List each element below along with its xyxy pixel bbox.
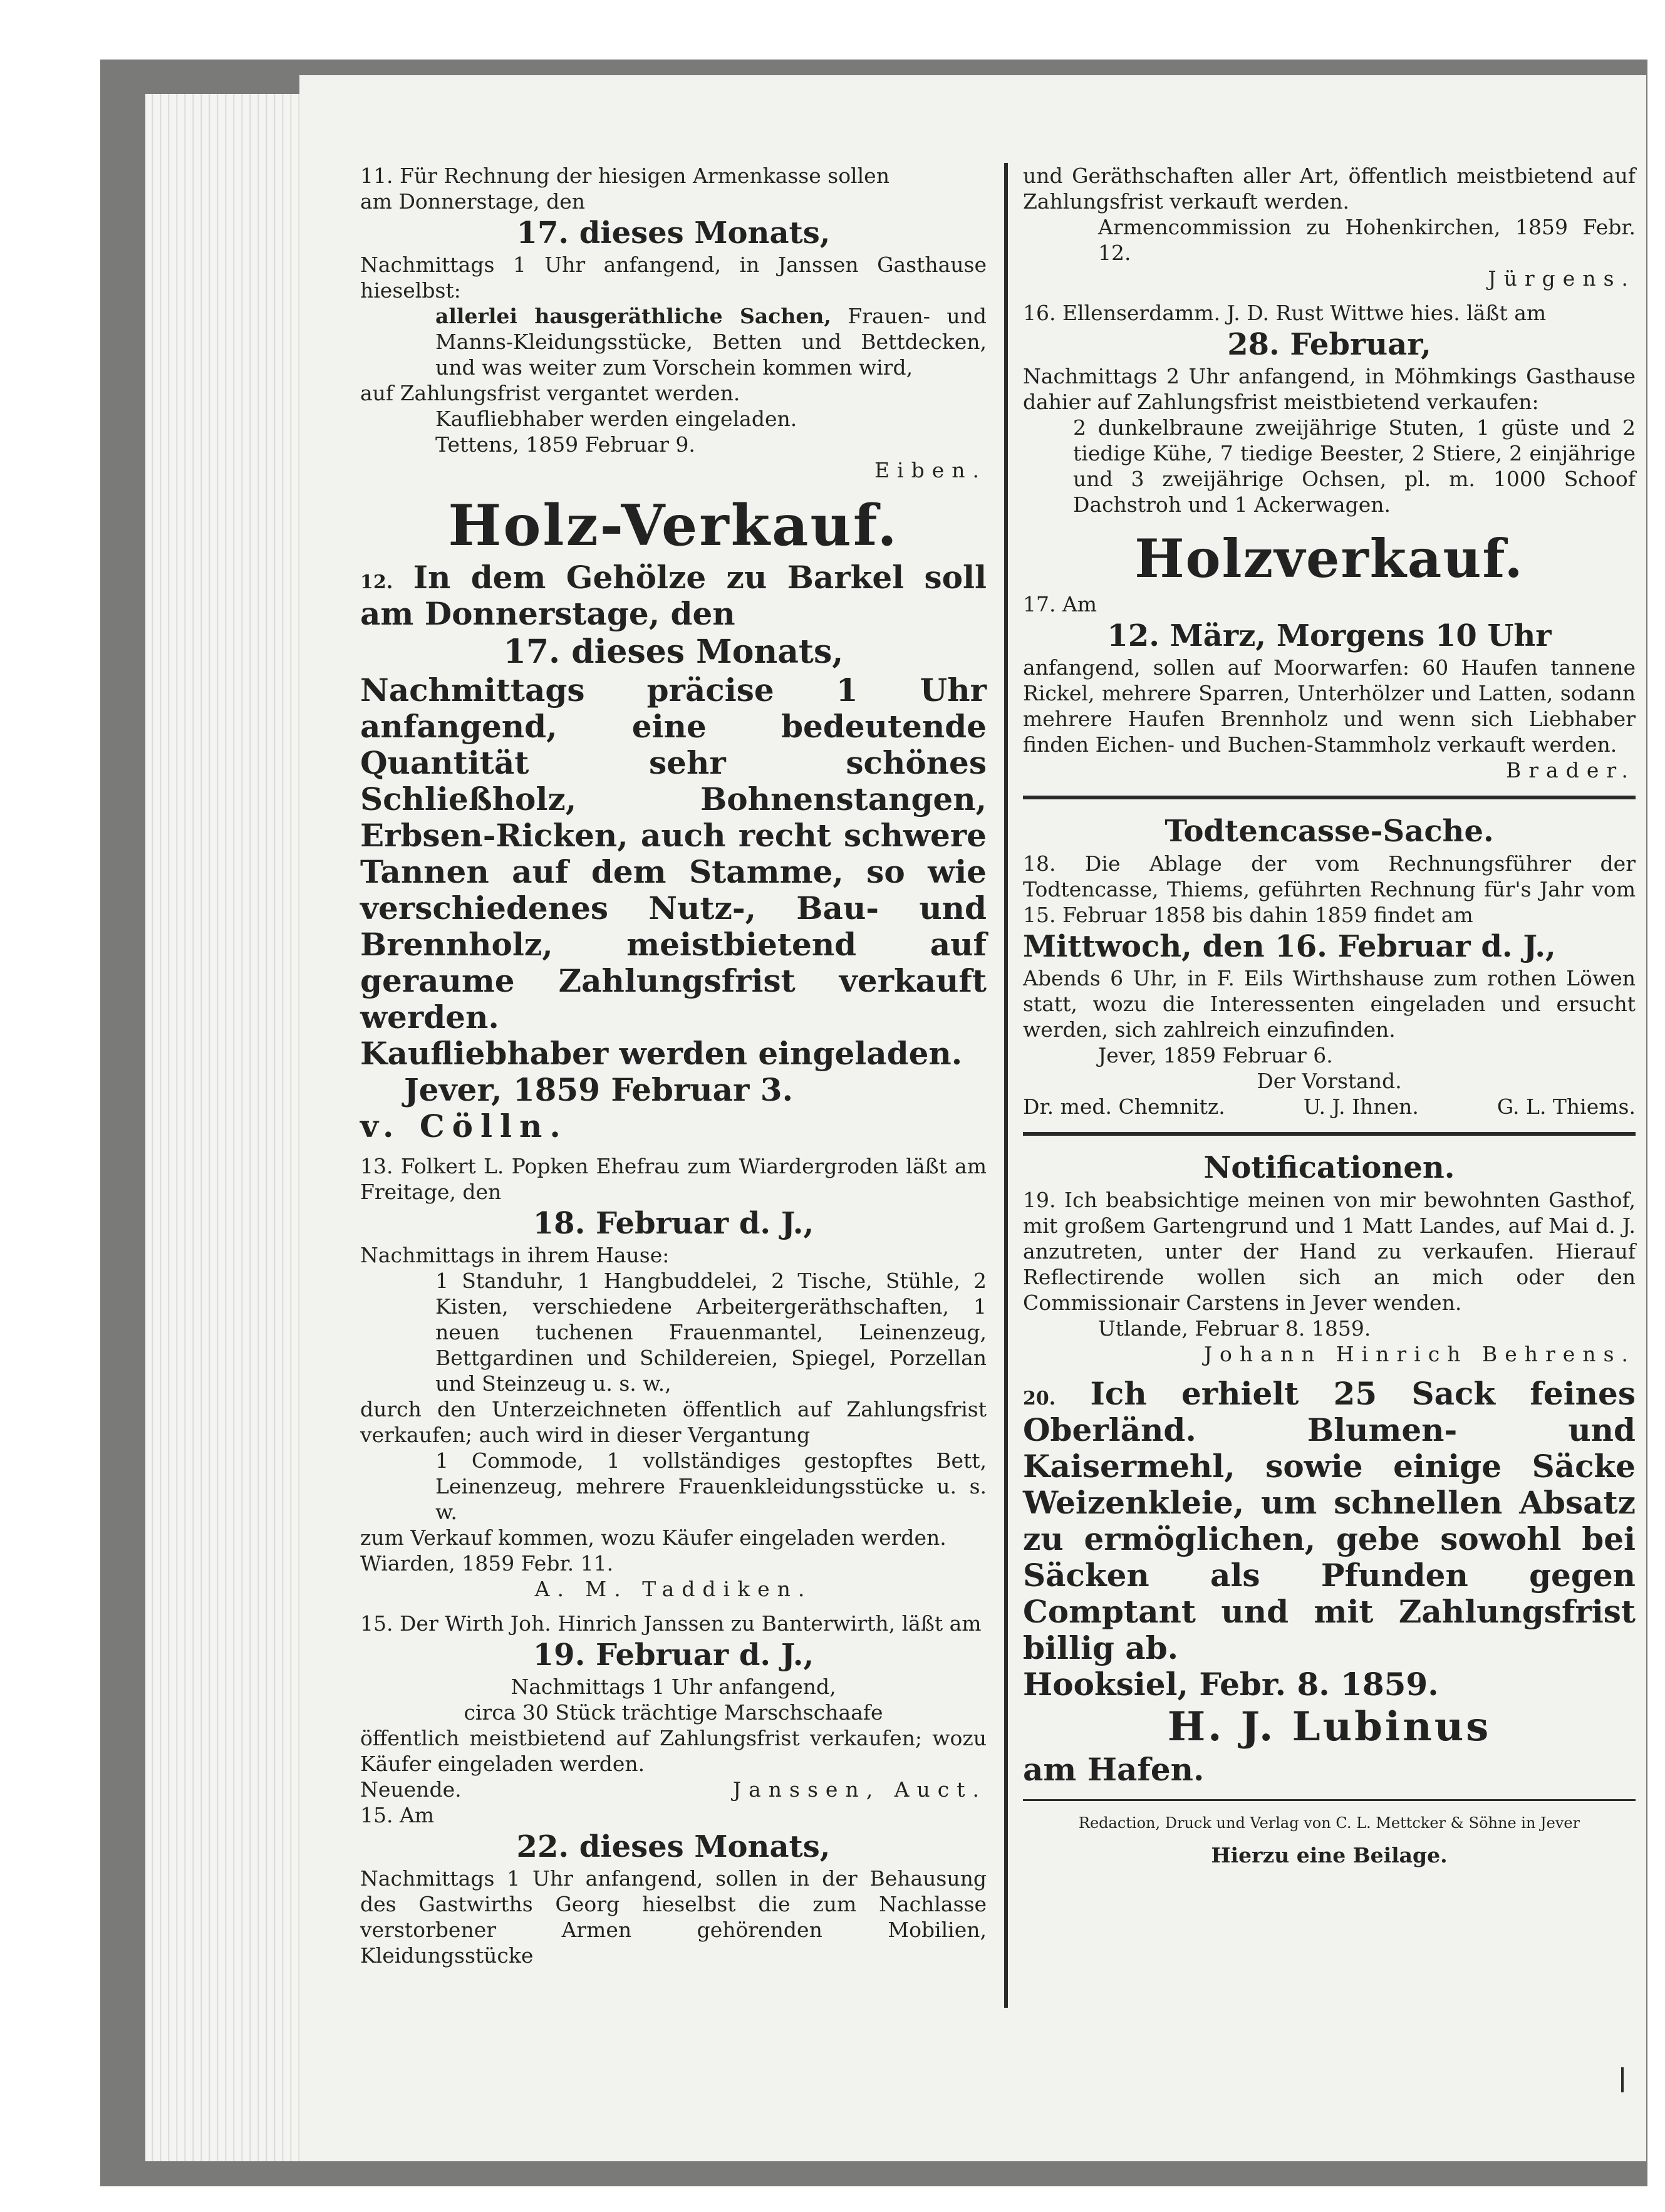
notice-11-date: 17. dieses Monats, xyxy=(516,215,831,251)
notice-11-items-rest: Frauen- und Manns-Kleidungsstücke, Betten und Bettdecken, und was weiter zum Vorschein kommen wird, xyxy=(435,304,987,380)
notice-13-body-3: zum Verkauf kommen, wozu Käufer eingeladen werden. xyxy=(360,1525,947,1550)
notice-15a-signature: Janssen, Auct. xyxy=(732,1777,987,1802)
holz-verkauf-title: Holz-Verkauf. xyxy=(448,492,899,559)
notice-12-place: Jever, 1859 Februar 3. xyxy=(404,1071,793,1108)
notice-11-items xyxy=(360,303,987,380)
notice-18-body-2: Abends 6 Uhr, in F. Eils Wirthshause zum rothen Löwen statt, wozu die Interessenten eingeladen und ersucht werden, sich zahlreich einzufinden. xyxy=(1023,966,1636,1042)
notice-11-intro-2: am Donnerstage, den xyxy=(360,189,586,214)
notice-18-place: Jever, 1859 Februar 6. xyxy=(1098,1043,1333,1067)
notice-13-body: Nachmittags in ihrem Hause: xyxy=(360,1243,670,1267)
notificationen-title: Notificationen. xyxy=(1203,1150,1455,1185)
todtencasse-title: Todtencasse-Sache. xyxy=(1164,814,1494,849)
notice-12-text: In dem Gehölze zu Barkel soll am Donnerstage, den xyxy=(360,559,987,632)
section-rule-2 xyxy=(1023,1132,1636,1136)
notice-15b-intro: 15. Am xyxy=(360,1803,435,1827)
left-column xyxy=(360,163,987,1968)
holzverkauf-title: Holzverkauf. xyxy=(1134,527,1524,589)
printer-mark xyxy=(1621,2067,1624,2092)
notice-15b-continued: und Geräthschaften aller Art, öffentlich meistbietend auf Zahlungsfrist verkauft werden. xyxy=(1023,164,1636,214)
notice-15a-body: Nachmittags 1 Uhr anfangend, xyxy=(511,1675,836,1699)
section-rule xyxy=(1023,796,1636,799)
notice-13-intro: 13. Folkert L. Popken Ehefrau zum Wiardergroden läßt am Freitage, den xyxy=(360,1154,987,1204)
notice-13-body-2: durch den Unterzeichneten öffentlich auf Zahlungsfrist verkaufen; auch wird in dieser Vergantung xyxy=(360,1397,987,1447)
notice-11-place: Tettens, 1859 Februar 9. xyxy=(435,432,695,457)
notice-18-signatures xyxy=(1023,1094,1636,1119)
notice-18-board: Der Vorstand. xyxy=(1257,1069,1402,1093)
right-column xyxy=(1023,163,1636,1868)
notice-20-body xyxy=(1023,1376,1636,1666)
notice-18-signature-2: U. J. Ihnen. xyxy=(1303,1094,1419,1119)
newspaper-page xyxy=(299,75,1646,2161)
notice-16-body: Nachmittags 2 Uhr anfangend, in Möhmkings Gasthause dahier auf Zahlungsfrist meistbietend verkaufen: xyxy=(1023,364,1636,414)
notice-15a-intro: 15. Der Wirth Joh. Hinrich Janssen zu Banterwirth, läßt am xyxy=(360,1611,982,1636)
notice-16-date: 28. Februar, xyxy=(1227,327,1431,362)
notice-11-invite: Kaufliebhaber werden eingeladen. xyxy=(435,407,797,431)
notice-13-place: Wiarden, 1859 Febr. 11. xyxy=(360,1551,614,1576)
notice-19-signature: Johann Hinrich Behrens. xyxy=(1203,1342,1636,1366)
notice-11-body-2: auf Zahlungsfrist vergantet werden. xyxy=(360,381,740,405)
notice-15a-items: circa 30 Stück trächtige Marschschaafe xyxy=(464,1700,883,1725)
notice-18-body: 18. Die Ablage der vom Rechnungsführer der Todtencasse, Thiems, geführten Rechnung für's Jahr vom 15. Februar 1858 bis dahin 1859 findet am xyxy=(1023,851,1636,927)
notice-15b-body: Nachmittags 1 Uhr anfangend, sollen in der Behausung des Gastwirths Georg hieselbst die zum Nachlasse verstorbener Armen gehörenden Mobilien, Kleidungsstücke xyxy=(360,1866,987,1968)
notice-20-merchant-name: H. J. Lubinus xyxy=(1167,1703,1491,1750)
notice-19-body: 19. Ich beabsichtige meinen von mir bewohnten Gasthof, mit großem Gartengrund und 1 Matt Landes, auf Mai d. J. anzutreten, unter der Hand zu verkaufen. Hierauf Reflectirende wollen sich an mich oder den Commissionair Carstens in Jever wenden. xyxy=(1023,1188,1636,1315)
notice-13-items-2: 1 Commode, 1 vollständiges gestopftes Bett, Leinenzeug, mehrere Frauenkleidungsstücke u. s. w. xyxy=(435,1448,987,1524)
notice-15a-body-2: öffentlich meistbietend auf Zahlungsfrist verkaufen; wozu Käufer eingeladen werden. xyxy=(360,1726,987,1776)
notice-16-intro: 16. Ellenserdamm. J. D. Rust Wittwe hies. läßt am xyxy=(1023,301,1547,325)
notice-16-items: 2 dunkelbraune zweijährige Stuten, 1 güste und 2 tiedige Kühe, 7 tiedige Beester, 2 Stiere, 2 einjährige und 3 zweijährige Ochsen, pl. m. 1000 Schoof Dachstroh und 1 Ackerwagen. xyxy=(1073,415,1636,517)
notice-20-number: 20. xyxy=(1023,1388,1056,1410)
notice-12-number: 12. xyxy=(360,571,393,593)
notice-11-body: Nachmittags 1 Uhr anfangend, in Janssen Gasthause hieselbst: xyxy=(360,252,987,303)
notice-15b-place: Armencommission zu Hohenkirchen, 1859 Febr. 12. xyxy=(1098,215,1636,265)
notice-18-signature-3: G. L. Thiems. xyxy=(1496,1094,1636,1119)
imprint-rule xyxy=(1023,1799,1636,1801)
notice-18-signature-1: Dr. med. Chemnitz. xyxy=(1023,1094,1225,1119)
notice-15a-place: Neuende. xyxy=(360,1777,462,1802)
notice-13-date: 18. Februar d. J., xyxy=(532,1206,814,1241)
notice-20-place: Hooksiel, Febr. 8. 1859. xyxy=(1023,1666,1439,1703)
notice-18-date: Mittwoch, den 16. Februar d. J., xyxy=(1023,929,1556,964)
notice-12-body: Nachmittags präcise 1 Uhr anfangend, eine bedeutende Quantität sehr schönes Schließholz, Bohnenstangen, Erbsen-Ricken, auch recht schwere Tannen auf dem Stamme, so wie verschiedenes Nutz-, Bau- und Brennholz, meistbietend auf geraume Zahlungsfrist verkauft werden. xyxy=(360,672,987,1036)
notice-20-address: am Hafen. xyxy=(1023,1751,1205,1788)
column-divider xyxy=(1004,163,1008,2008)
notice-15b-signature: Jürgens. xyxy=(1488,266,1636,291)
notice-15b-date: 22. dieses Monats, xyxy=(516,1829,831,1864)
notice-12-date: 17. dieses Monats, xyxy=(503,633,844,671)
notice-11-signature: Eiben. xyxy=(874,458,987,482)
notice-17-body: anfangend, sollen auf Moorwarfen: 60 Haufen tannene Rickel, mehrere Sparren, Unterhölzer und Latten, sodann mehrere Haufen Brennholz und wenn sich Liebhaber finden Eichen- und Buchen-Stammholz verkauft werden. xyxy=(1023,655,1636,757)
supplement-note: Hierzu eine Beilage. xyxy=(1211,1843,1448,1867)
notice-15a-footer xyxy=(360,1777,987,1802)
notice-13-items: 1 Standuhr, 1 Hangbuddelei, 2 Tische, Stühle, 2 Kisten, verschiedene Arbeitergeräthschaften, 1 neuen tuchenen Frauenmantel, Leinenzeug, Bettgardinen und Schildereien, Spiegel, Porzellan und Steinzeug u. s. w., xyxy=(435,1269,987,1396)
notice-15a-date: 19. Februar d. J., xyxy=(532,1638,814,1673)
notice-17-signature: Brader. xyxy=(1506,758,1636,782)
notice-12-invite: Kaufliebhaber werden eingeladen. xyxy=(360,1035,963,1072)
imprint: Redaction, Druck und Verlag von C. L. Mettcker & Söhne in Jever xyxy=(1078,1814,1580,1832)
page-edges xyxy=(145,94,302,2161)
notice-17-date: 12. März, Morgens 10 Uhr xyxy=(1107,618,1552,653)
notice-12-signature: v. Cölln. xyxy=(360,1108,568,1145)
notice-13-signature: A. M. Taddiken. xyxy=(534,1577,812,1601)
notice-17-intro: 17. Am xyxy=(1023,592,1097,616)
notice-20-text: Ich erhielt 25 Sack feines Oberländ. Blumen- und Kaisermehl, sowie einige Säcke Weizenkleie, um schnellen Absatz zu ermöglichen, gebe sowohl bei Säcken als Pfunden gegen Comptant und mit Zahlungsfrist billig ab. xyxy=(1023,1375,1636,1666)
notice-12-intro xyxy=(360,559,987,632)
notice-19-place: Utlande, Februar 8. 1859. xyxy=(1098,1316,1371,1341)
notice-11-items-bold: allerlei hausgeräthliche Sachen, xyxy=(435,304,831,328)
notice-11-intro: 11. Für Rechnung der hiesigen Armenkasse sollen xyxy=(360,164,890,188)
